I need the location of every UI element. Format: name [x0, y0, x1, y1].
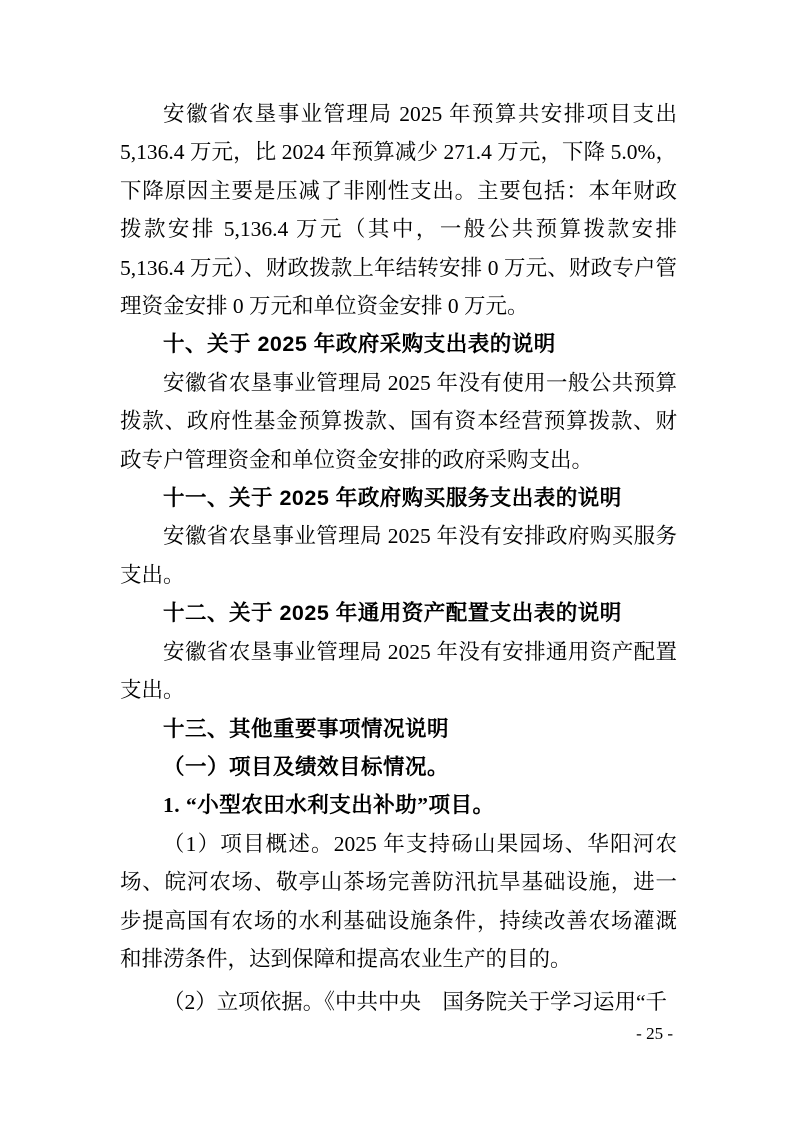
heading-section-twelve-general-asset-allocation: 十二、关于 2025 年通用资产配置支出表的说明: [163, 601, 622, 626]
paragraph-purchased-services-statement: 安徽省农垦事业管理局 2025 年没有安排政府购买服务支出。: [120, 524, 677, 587]
page-number: - 25 -: [636, 1024, 673, 1043]
heading-section-ten-government-procurement: 十、关于 2025 年政府采购支出表的说明: [163, 332, 556, 357]
paragraph-2025-project-expenditure-summary: 安徽省农垦事业管理局 2025 年预算共安排项目支出 5,136.4 万元，比 2024 年预算减少 271.4 万元，下降 5.0%，下降原因主要是压减了非刚性支出。主要包括：本年财政拨款安排 5,136.4 万元（其中，一般公共预算拨款安排 5,136.4 万元）、财政拨款上年结转安排 0 万元、财政专户管理资金安排 0 万元和单位资金安排 0 万元。: [120, 102, 677, 319]
subheading-small-farmland-water-subsidy-project: 1. “小型农田水利支出补助”项目。: [163, 793, 495, 818]
paragraph-project-approval-basis: （2）立项依据。《中共中央 国务院关于学习运用“千: [163, 990, 668, 1015]
paragraph-asset-allocation-statement: 安徽省农垦事业管理局 2025 年没有安排通用资产配置支出。: [120, 639, 677, 703]
paragraph-government-procurement-statement: 安徽省农垦事业管理局 2025 年没有使用一般公共预算拨款、政府性基金预算拨款、国有资本经营预算拨款、财政专户管理资金和单位资金安排的政府采购支出。: [120, 370, 677, 472]
document-body: [120, 95, 677, 1022]
subheading-project-and-performance-goals: （一）项目及绩效目标情况。: [163, 754, 450, 779]
heading-section-eleven-purchased-services: 十一、关于 2025 年政府购买服务支出表的说明: [163, 486, 622, 511]
paragraph-project-overview: （1）项目概述。2025 年支持砀山果园场、华阳河农场、皖河农场、敬亭山茶场完善防汛抗旱基础设施，进一步提高国有农场的水利基础设施条件，持续改善农场灌溉和排涝条件，达到保障和提高农业生产的目的。: [120, 831, 677, 971]
heading-section-thirteen-other-important-matters: 十三、其他重要事项情况说明: [163, 716, 450, 741]
